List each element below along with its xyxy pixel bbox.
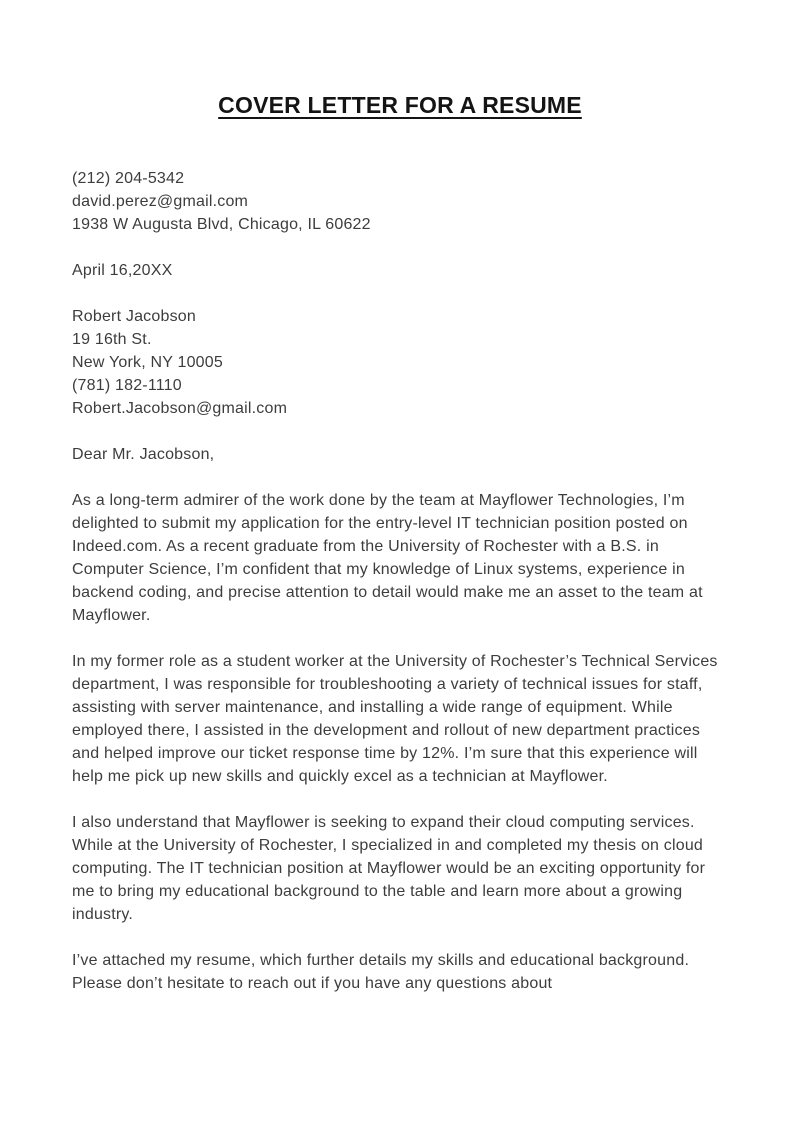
date-block (72, 259, 728, 282)
body-paragraph-1: As a long-term admirer of the work done by the team at Mayflower Technologies, I’m delighted to submit my application for the entry-level IT technician position posted on Indeed.com. As a recent graduate from the University of Rochester with a B.S. in Computer Science, I’m confident that my knowledge of Linux systems, experience in backend coding, and precise attention to detail would make me an asset to the team at Mayflower. (72, 492, 703, 624)
document-title: COVER LETTER FOR A RESUME (218, 92, 582, 118)
recipient-street: 19 16th St. (72, 331, 152, 348)
recipient-email: Robert.Jacobson@gmail.com (72, 400, 288, 417)
sender-block (72, 167, 728, 236)
body-paragraph-3: I also understand that Mayflower is seeking to expand their cloud computing services. While at the University of Rochester, I specialized in and completed my thesis on cloud computing. The IT technician position at Mayflower would be an exciting opportunity for me to bring my educational background to the table and learn more about a growing industry. (72, 814, 706, 923)
recipient-name: Robert Jacobson (72, 308, 196, 325)
body-paragraph-4: I’ve attached my resume, which further details my skills and educational background. Please don’t hesitate to reach out if you have any questions about (72, 952, 690, 992)
salutation-block (72, 443, 728, 466)
sender-address: 1938 W Augusta Blvd, Chicago, IL 60622 (72, 216, 371, 233)
recipient-phone: (781) 182-1110 (72, 377, 182, 394)
sender-phone: (212) 204-5342 (72, 170, 185, 187)
sender-email: david.perez@gmail.com (72, 193, 249, 210)
letter-date: April 16,20XX (72, 262, 173, 279)
body-paragraph-2: In my former role as a student worker at the University of Rochester’s Technical Services department, I was responsible for troubleshooting a variety of technical issues for staff, assisting with server maintenance, and installing a wide range of equipment. While employed there, I assisted in the development and rollout of new department practices and helped improve our ticket response time by 12%. I’m sure that this experience will help me pick up new skills and quickly excel as a technician at Mayflower. (72, 653, 718, 785)
recipient-block (72, 305, 728, 420)
recipient-city-state-zip: New York, NY 10005 (72, 354, 223, 371)
salutation: Dear Mr. Jacobson, (72, 446, 215, 463)
